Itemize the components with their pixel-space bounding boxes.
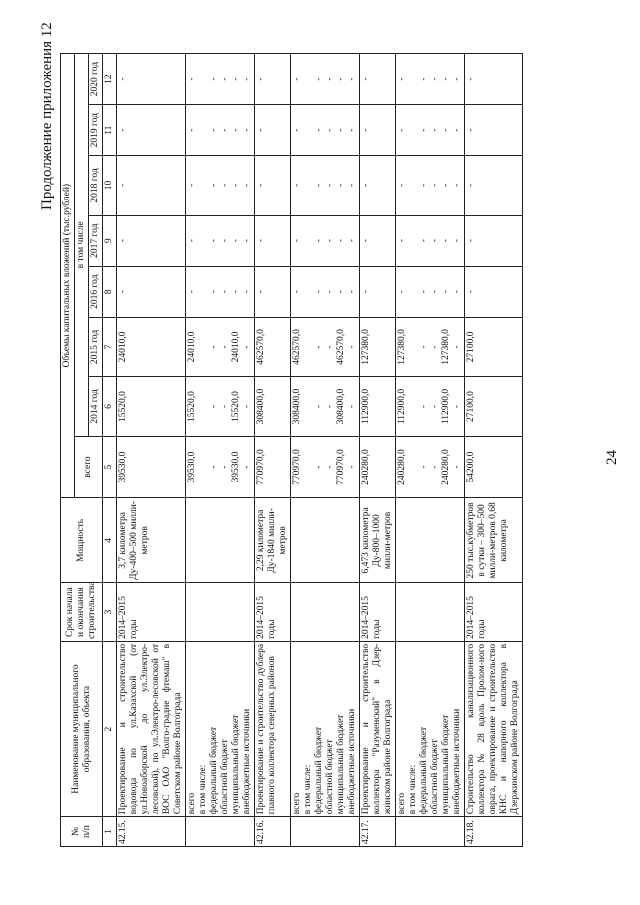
value-cell: - (430, 345, 441, 349)
value-cell: 39530,0 (187, 451, 198, 483)
row-number: 42.16. (255, 817, 291, 847)
value-stack (291, 54, 360, 105)
value-cell: - (314, 77, 325, 81)
construction-term: 2014–2015 годы (465, 583, 523, 641)
value-cell: - (187, 128, 198, 132)
value-cell: 770970,0 (255, 436, 291, 498)
term-empty (291, 583, 360, 641)
value-stack (291, 317, 360, 377)
value-cell: - (325, 404, 336, 409)
value-cell: - (117, 54, 186, 105)
value-cell: - (292, 77, 303, 81)
col-number: 2 (103, 641, 117, 816)
value-cell: - (187, 239, 198, 243)
value-stack (186, 266, 255, 317)
breakdown-label: в том числе: (303, 764, 314, 815)
value-cell (303, 56, 314, 102)
value-cell: - (220, 290, 231, 294)
breakdown-labels (186, 641, 255, 816)
value-cell: - (255, 105, 291, 156)
value-cell: - (419, 128, 430, 132)
value-cell (303, 320, 314, 375)
capacity: 250 тыс.кубметров в сутки – 300–500 милли-метров 0,68 километра (465, 498, 523, 583)
value-stack (186, 105, 255, 156)
row-number: 42.18. (465, 817, 523, 847)
term-empty (396, 583, 465, 641)
value-stack (186, 377, 255, 437)
value-cell: 462570,0 (292, 329, 303, 365)
value-cell: - (187, 290, 198, 294)
value-cell: - (314, 345, 325, 349)
value-cell: - (441, 239, 452, 243)
value-cell: 240280,0 (397, 449, 408, 485)
value-cell: - (292, 290, 303, 294)
header-total: всего (75, 436, 103, 498)
breakdown-label: муниципальный бюджет (231, 714, 242, 815)
value-cell: - (465, 54, 523, 105)
value-stack (396, 436, 465, 498)
value-cell (408, 320, 419, 375)
value-cell: - (209, 404, 220, 409)
value-cell: - (452, 465, 463, 469)
capacity-empty (186, 498, 255, 583)
value-cell: - (360, 105, 396, 156)
row-number: 42.17. (360, 817, 396, 847)
value-cell: 462570,0 (255, 317, 291, 377)
breakdown-label: внебюджетные источники (347, 708, 358, 815)
value-cell: - (347, 183, 358, 188)
value-cell: - (255, 54, 291, 105)
breakdown-label: муниципальный бюджет (441, 714, 452, 815)
value-cell: - (209, 290, 220, 294)
value-cell: - (397, 290, 408, 294)
value-cell: - (255, 156, 291, 216)
value-cell: 308400,0 (336, 388, 347, 425)
value-cell: - (430, 404, 441, 409)
value-cell: - (325, 128, 336, 132)
value-cell: - (242, 290, 253, 294)
value-cell (303, 269, 314, 315)
col-number: 7 (103, 317, 117, 377)
table-row-breakdown (291, 54, 360, 847)
breakdown-label: федеральный бюджет (209, 726, 220, 815)
value-cell: - (430, 128, 441, 132)
value-cell (198, 158, 209, 213)
construction-term: 2014–2015 годы (255, 583, 291, 641)
value-cell: - (231, 239, 242, 243)
value-cell: 39530,0 (117, 436, 186, 498)
value-cell: - (336, 290, 347, 294)
table-body (117, 54, 523, 847)
value-cell: 15520,0 (231, 391, 242, 422)
value-cell: - (325, 183, 336, 188)
value-cell: - (430, 290, 441, 294)
value-cell: - (452, 77, 463, 81)
object-name: Проектирование и строительство дублера главного коллектора северных районов (255, 641, 291, 816)
value-cell: 15520,0 (117, 377, 186, 437)
value-cell: - (465, 266, 523, 317)
value-cell: - (220, 345, 231, 349)
value-cell: - (397, 183, 408, 188)
col-number: 3 (103, 583, 117, 641)
value-cell: - (430, 183, 441, 188)
value-cell (198, 320, 209, 375)
value-cell (303, 439, 314, 496)
value-cell: - (441, 290, 452, 294)
value-cell: - (465, 105, 523, 156)
value-cell (303, 158, 314, 213)
value-cell: - (452, 404, 463, 409)
value-cell: - (242, 404, 253, 409)
value-cell: 27100,0 (465, 377, 523, 437)
value-cell: 308400,0 (255, 377, 291, 437)
breakdown-label: федеральный бюджет (419, 726, 430, 815)
value-cell: 27100,0 (465, 317, 523, 377)
value-cell (198, 56, 209, 102)
value-cell: - (441, 128, 452, 132)
table-row (465, 54, 523, 847)
breakdown-label: всего (292, 792, 303, 815)
value-cell: - (325, 345, 336, 349)
value-cell: - (292, 128, 303, 132)
header-year: 2017 год (89, 215, 103, 266)
breakdown-labels (291, 641, 360, 816)
value-cell: - (430, 239, 441, 243)
col-number: 12 (103, 54, 117, 105)
value-cell: - (209, 465, 220, 469)
value-cell: - (336, 77, 347, 81)
value-cell: - (347, 239, 358, 243)
value-stack (186, 215, 255, 266)
value-cell: - (209, 345, 220, 349)
value-stack (186, 156, 255, 216)
header-year: 2016 год (89, 266, 103, 317)
value-cell: 770970,0 (336, 449, 347, 485)
value-cell: - (419, 183, 430, 188)
capacity-empty (396, 498, 465, 583)
value-cell: - (325, 465, 336, 469)
value-cell (198, 218, 209, 264)
value-cell: - (465, 215, 523, 266)
value-cell: - (360, 156, 396, 216)
value-cell: - (220, 77, 231, 81)
value-cell (303, 218, 314, 264)
value-cell (198, 107, 209, 153)
value-cell: - (397, 128, 408, 132)
value-cell (408, 439, 419, 496)
value-cell: - (347, 345, 358, 349)
value-cell: - (209, 77, 220, 81)
value-cell: - (242, 77, 253, 81)
value-stack (186, 54, 255, 105)
col-number: 9 (103, 215, 117, 266)
value-cell: - (360, 215, 396, 266)
breakdown-labels (396, 641, 465, 816)
value-cell: - (242, 128, 253, 132)
value-cell: 24010,0 (117, 317, 186, 377)
value-cell: - (314, 404, 325, 409)
page-number: 24 (604, 450, 620, 465)
table-row-breakdown (186, 54, 255, 847)
value-cell: - (360, 266, 396, 317)
value-cell (198, 269, 209, 315)
value-cell: - (441, 183, 452, 188)
value-cell: - (430, 465, 441, 469)
term-empty (186, 583, 255, 641)
table-row (117, 54, 186, 847)
value-cell: 770970,0 (292, 449, 303, 485)
value-cell: - (336, 239, 347, 243)
value-stack (396, 215, 465, 266)
value-cell: - (255, 215, 291, 266)
value-cell: - (314, 183, 325, 188)
value-stack (396, 156, 465, 216)
construction-term: 2014–2015 годы (360, 583, 396, 641)
table-row (255, 54, 291, 847)
value-cell: 112900,0 (397, 388, 408, 425)
continuation-note: Продолжение приложения 12 (39, 22, 55, 210)
object-name: Проектирование и строительство коллектора "Разуменский" в Дзер-жинском районе Волгограда (360, 641, 396, 816)
value-cell: - (209, 128, 220, 132)
value-cell: - (419, 404, 430, 409)
col-number: 1 (103, 817, 117, 847)
value-cell (408, 107, 419, 153)
value-cell: - (397, 239, 408, 243)
value-cell: - (419, 239, 430, 243)
value-cell (408, 158, 419, 213)
value-cell: 39530,0 (231, 451, 242, 483)
table-row-breakdown (396, 54, 465, 847)
breakdown-label: всего (187, 792, 198, 815)
object-name: Строительство канализационного коллектора № 28 вдоль Пролом-ного оврага, проектирование и строительство КНС и напорного коллектора в Дзержинском районе Волгограда (465, 641, 523, 816)
value-cell: 240280,0 (360, 436, 396, 498)
value-stack (396, 317, 465, 377)
value-stack (396, 105, 465, 156)
value-cell: - (325, 77, 336, 81)
value-stack (291, 266, 360, 317)
value-cell: - (231, 77, 242, 81)
construction-term: 2014–2015 годы (117, 583, 186, 641)
value-cell (303, 107, 314, 153)
value-cell: - (220, 465, 231, 469)
value-cell: - (314, 128, 325, 132)
capacity-empty (291, 498, 360, 583)
value-cell: - (117, 266, 186, 317)
value-cell: 308400,0 (292, 388, 303, 425)
value-stack (186, 436, 255, 498)
header-year: 2015 год (89, 317, 103, 377)
value-cell: - (231, 128, 242, 132)
breakdown-label: областной бюджет (325, 739, 336, 815)
value-cell: 112900,0 (441, 388, 452, 425)
breakdown-label: муниципальный бюджет (336, 714, 347, 815)
value-cell: - (292, 183, 303, 188)
value-cell: - (231, 290, 242, 294)
value-cell: - (336, 183, 347, 188)
row-number-empty (291, 817, 360, 847)
value-cell: - (452, 128, 463, 132)
header-incl: в том числе (75, 54, 89, 437)
value-cell: - (419, 345, 430, 349)
value-cell: - (336, 128, 347, 132)
col-number: 11 (103, 105, 117, 156)
value-cell: - (430, 77, 441, 81)
value-cell: - (117, 156, 186, 216)
value-cell: - (209, 239, 220, 243)
row-number-empty (186, 817, 255, 847)
row-number: 42.15. (117, 817, 186, 847)
col-number: 8 (103, 266, 117, 317)
breakdown-label: областной бюджет (220, 739, 231, 815)
value-cell (408, 218, 419, 264)
value-cell: 24010,0 (187, 331, 198, 363)
header-year: 2019 год (89, 105, 103, 156)
value-cell: - (452, 290, 463, 294)
breakdown-label: в том числе: (198, 764, 209, 815)
value-cell: 112900,0 (360, 377, 396, 437)
value-cell: - (441, 77, 452, 81)
breakdown-label: внебюджетные источники (452, 708, 463, 815)
value-cell: - (220, 404, 231, 409)
breakdown-label: в том числе: (408, 764, 419, 815)
value-stack (291, 156, 360, 216)
value-cell: - (314, 290, 325, 294)
col-number: 6 (103, 377, 117, 437)
value-cell: - (209, 183, 220, 188)
header-name: Наименование муниципального образования, объекта (61, 641, 103, 816)
value-cell: - (452, 345, 463, 349)
value-cell: - (242, 239, 253, 243)
value-cell: - (347, 465, 358, 469)
value-cell: 54200,0 (465, 436, 523, 498)
value-cell (303, 379, 314, 434)
value-stack (291, 105, 360, 156)
header-capacity: Мощность (61, 498, 103, 583)
header-term: Срок начала и окончания строительства (61, 583, 103, 641)
value-cell (198, 439, 209, 496)
value-cell: - (187, 183, 198, 188)
value-stack (291, 436, 360, 498)
value-cell: - (242, 345, 253, 349)
value-cell: - (347, 404, 358, 409)
value-cell: - (360, 54, 396, 105)
value-cell: - (314, 239, 325, 243)
value-cell: - (314, 465, 325, 469)
value-cell: - (242, 183, 253, 188)
value-cell: - (220, 239, 231, 243)
capacity: 6,473 километра Ду-800–1000 милли-метров (360, 498, 396, 583)
col-number: 10 (103, 156, 117, 216)
value-cell: - (220, 128, 231, 132)
value-cell: - (397, 77, 408, 81)
value-stack (396, 266, 465, 317)
capital-investment-table (60, 53, 523, 847)
value-cell: - (419, 290, 430, 294)
value-cell: - (465, 156, 523, 216)
value-cell: - (117, 215, 186, 266)
header-year: 2014 год (89, 377, 103, 437)
value-cell: - (220, 183, 231, 188)
value-cell: - (292, 239, 303, 243)
header-year: 2018 год (89, 156, 103, 216)
object-name: Проектирование и строительство водовода по ул.Казахской (от ул.Новоаборской до ул.Электро-лесовской), по ул.Электро-лесовской от ВОС ОАО "Волго-градне фтемаш" в Советском районе Волгограда (117, 641, 186, 816)
value-cell: - (325, 239, 336, 243)
value-cell: - (325, 290, 336, 294)
table-row (360, 54, 396, 847)
value-cell: 240280,0 (441, 449, 452, 485)
value-cell: - (242, 465, 253, 469)
value-cell (408, 269, 419, 315)
col-number: 5 (103, 436, 117, 498)
value-cell: - (231, 183, 242, 188)
capacity: 3,7 километра Ду-400–500 милли-метров (117, 498, 186, 583)
header-num: № п/п (61, 817, 103, 847)
header-year: 2020 год (89, 54, 103, 105)
breakdown-label: федеральный бюджет (314, 726, 325, 815)
value-cell (408, 379, 419, 434)
value-cell: - (419, 77, 430, 81)
value-cell: 127380,0 (441, 329, 452, 365)
value-cell: 15520,0 (187, 391, 198, 422)
value-stack (186, 317, 255, 377)
value-cell: - (452, 183, 463, 188)
value-stack (291, 215, 360, 266)
value-cell: 127380,0 (397, 329, 408, 365)
value-cell: - (419, 465, 430, 469)
col-number: 4 (103, 498, 117, 583)
value-cell: - (117, 105, 186, 156)
value-cell: - (347, 290, 358, 294)
value-cell: 24010,0 (231, 331, 242, 363)
value-cell: - (347, 128, 358, 132)
value-cell: 462570,0 (336, 329, 347, 365)
value-stack (291, 377, 360, 437)
value-stack (396, 54, 465, 105)
value-stack (396, 377, 465, 437)
breakdown-label: внебюджетные источники (242, 708, 253, 815)
value-cell (198, 379, 209, 434)
capacity: 2,29 километра Ду-1840 милли-метров (255, 498, 291, 583)
value-cell: - (187, 77, 198, 81)
header-volumes: Объемы капитальных вложений (тыс.рублей) (61, 54, 75, 498)
value-cell: 127380,0 (360, 317, 396, 377)
value-cell: - (452, 239, 463, 243)
value-cell: - (255, 266, 291, 317)
row-number-empty (396, 817, 465, 847)
breakdown-label: областной бюджет (430, 739, 441, 815)
value-cell: - (347, 77, 358, 81)
breakdown-label: всего (397, 792, 408, 815)
value-cell (408, 56, 419, 102)
